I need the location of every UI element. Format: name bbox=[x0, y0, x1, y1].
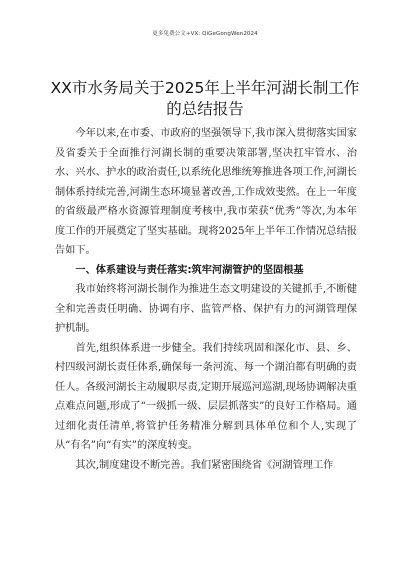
section-1-paragraph-3: 其次,制度建设不断完善。我们紧密围绕省《河湖管理工作 bbox=[75, 459, 334, 471]
document-title: XX市水务局关于2025年上半年河湖长制工作的总结报告 bbox=[50, 79, 360, 118]
header-note: 更多免费公文+VX: QiGeGongWen2024 bbox=[152, 31, 258, 37]
section-heading-1: 一、体系建设与责任落实:筑牢河湖管护的坚固根基 bbox=[75, 264, 304, 276]
intro-paragraph: 今年以来,在市委、市政府的坚强领导下,我市深入贯彻落实国家及省委关于全面推行河湖长制的重要决策部署,坚决扛牢管水、治水、兴水、护水的政治责任,以系统化思维统筹推进各项工作,河湖长制体系持续完善,河湖生态环境显著改善,工作成效斐然。在上一年度的省级最严格水资源管理制度考核中,我市荣获“优秀”等次,为本年度工作的开展奠定了坚实基础。现将2025年上半年工作情况总结报告如下。 bbox=[55, 128, 357, 256]
section-1-paragraph-2: 首先,组织体系进一步健全。我们持续巩固和深化市、县、乡、村四级河湖长责任体系,确保每一条河流、每一个湖泊都有明确的责任人。各级河湖长主动履职尽责,定期开展巡河巡湖,现场协调解决重点难点问题,形成了“一级抓一级、层层抓落实”的良好工作格局。通过细化责任清单,将管护任务精准分解到具体单位和个人,实现了从“有名”向“有实”的深度转变。 bbox=[55, 342, 357, 451]
section-1-paragraph-1: 我市始终将河湖长制作为推进生态文明建设的关键抓手,不断健全和完善责任明确、协调有序、监管严格、保护有力的河湖管理保护机制。 bbox=[55, 284, 357, 334]
document-body bbox=[55, 124, 357, 475]
